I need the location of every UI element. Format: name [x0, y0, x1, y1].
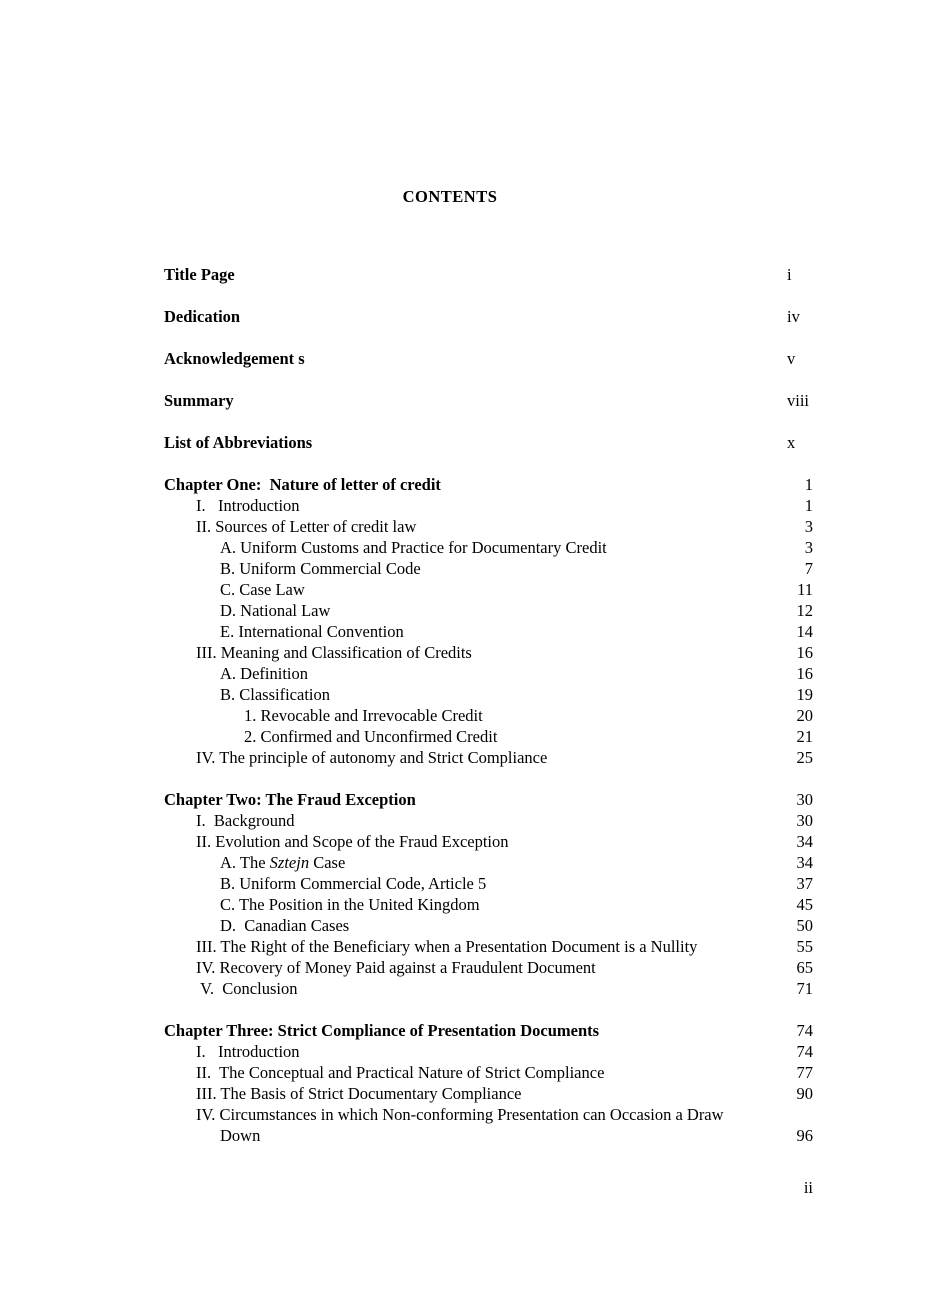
page-number: iv: [787, 307, 800, 326]
toc-entry-text: [164, 894, 769, 915]
toc-entry-text: [164, 600, 769, 621]
page-number: 30: [796, 790, 813, 809]
page-number: 96: [796, 1126, 813, 1145]
page-number: 71: [796, 979, 813, 998]
chapter-heading: [164, 789, 813, 810]
toc-entry-text: [164, 831, 769, 852]
page-number: viii: [787, 391, 810, 410]
toc-entry: [164, 537, 813, 558]
toc-entry: [164, 579, 813, 600]
toc-entry: [164, 894, 813, 915]
toc-entry: [164, 873, 813, 894]
chapter-heading-text-part: Chapter Three: Strict Compliance of Presentation Documents: [164, 1021, 600, 1040]
toc-entry-text-part: B. Classification: [220, 685, 330, 704]
front-matter-entry-text: [164, 306, 769, 327]
toc-entry: [164, 663, 813, 684]
toc-entry-text-part: C. Case Law: [220, 580, 305, 599]
toc-entry-text-part: Sztejn: [269, 853, 310, 872]
table-of-contents: [164, 264, 813, 1146]
page-number: 50: [796, 916, 813, 935]
toc-entry-text-part: I. Introduction: [196, 1042, 300, 1061]
page-number: 1: [804, 496, 813, 515]
toc-entry-text: [164, 705, 769, 726]
toc-entry-text-part: II. Sources of Letter of credit law: [196, 517, 417, 536]
toc-entry-text: [164, 684, 769, 705]
toc-entry: [164, 915, 813, 936]
toc-entry: [164, 936, 813, 957]
toc-entry-text-part: D. Canadian Cases: [220, 916, 350, 935]
page-number: 25: [796, 748, 813, 767]
toc-entry-text-part: B. Uniform Commercial Code, Article 5: [220, 874, 487, 893]
toc-entry-text-part: I. Background: [196, 811, 295, 830]
toc-entry-text: [164, 957, 769, 978]
toc-entry-text-part: II. Evolution and Scope of the Fraud Exception: [196, 832, 509, 851]
page-number: 37: [796, 874, 813, 893]
toc-entry: [164, 726, 813, 747]
front-matter-entry: [164, 264, 813, 285]
page-number: 65: [796, 958, 813, 977]
toc-entry: [164, 831, 813, 852]
page-number: x: [787, 433, 796, 452]
toc-entry-text-part: IV. Recovery of Money Paid against a Fraudulent Document: [196, 958, 596, 977]
page-number: 21: [796, 727, 813, 746]
front-matter-entry: [164, 432, 813, 453]
page-number: 12: [796, 601, 813, 620]
chapter-block: [164, 474, 813, 768]
toc-entry-text-part: 2. Confirmed and Unconfirmed Credit: [244, 727, 498, 746]
front-matter-entry: [164, 390, 813, 411]
chapter-heading-text-part: Chapter One: Nature of letter of credit: [164, 475, 441, 494]
toc-entry-text: [164, 663, 769, 684]
front-matter-entry-text: [164, 432, 769, 453]
front-matter-entry-text-part: Title Page: [164, 265, 235, 284]
toc-entry-text: [164, 537, 769, 558]
page-number: 74: [796, 1042, 813, 1061]
toc-entry-text: [164, 1041, 769, 1062]
toc-entry-text: [164, 726, 769, 747]
toc-entry: [164, 810, 813, 831]
page-number: 3: [804, 538, 813, 557]
chapter-heading: [164, 474, 813, 495]
footer-page-number: ii: [803, 1178, 813, 1197]
front-matter-entry-text: [164, 264, 769, 285]
chapter-heading-text: [164, 789, 769, 810]
page-number: 1: [804, 475, 813, 494]
chapter-block: [164, 1020, 813, 1146]
page-number: 20: [796, 706, 813, 725]
toc-entry-text-part: D. National Law: [220, 601, 331, 620]
toc-entry-text: [164, 1104, 769, 1146]
toc-entry-text-part: B. Uniform Commercial Code: [220, 559, 421, 578]
page-number: 74: [796, 1021, 813, 1040]
chapter-block: [164, 789, 813, 999]
front-matter-entry-text: [164, 348, 769, 369]
toc-entry: [164, 957, 813, 978]
page-number: 30: [796, 811, 813, 830]
toc-entry: [164, 558, 813, 579]
page-number: 3: [804, 517, 813, 536]
chapter-heading-text-part: Chapter Two: The Fraud Exception: [164, 790, 416, 809]
front-matter-entry-text-part: List of Abbreviations: [164, 433, 313, 452]
toc-entry: [164, 495, 813, 516]
chapter-heading: [164, 1020, 813, 1041]
page-number: 7: [804, 559, 813, 578]
toc-entry-text: [164, 852, 769, 873]
toc-entry-text: [164, 978, 769, 999]
toc-entry-text-part: IV. The principle of autonomy and Strict Compliance: [196, 748, 548, 767]
toc-entry-text: [164, 936, 769, 957]
toc-entry-text: [164, 810, 769, 831]
toc-entry: [164, 684, 813, 705]
toc-entry-text-part: I. Introduction: [196, 496, 300, 515]
toc-entry: [164, 621, 813, 642]
toc-entry-text-part: V. Conclusion: [196, 979, 298, 998]
page-number: v: [787, 349, 796, 368]
front-matter-entry: [164, 306, 813, 327]
toc-entry-text: [164, 495, 769, 516]
page-number: 14: [796, 622, 813, 641]
toc-entry: [164, 516, 813, 537]
front-matter-entry-text: [164, 390, 769, 411]
toc-entry-text-part: A. Definition: [220, 664, 308, 683]
chapter-heading-text: [164, 474, 769, 495]
toc-entry: [164, 978, 813, 999]
toc-entry-text: [164, 642, 769, 663]
toc-entry: [164, 1083, 813, 1104]
chapters: [164, 474, 813, 1146]
page-number: 77: [796, 1063, 813, 1082]
page-number: 19: [796, 685, 813, 704]
page-number: 34: [796, 832, 813, 851]
toc-entry-text-part: III. The Basis of Strict Documentary Compliance: [196, 1084, 522, 1103]
page-number: 34: [796, 853, 813, 872]
toc-entry-text-part: Case: [309, 853, 346, 872]
toc-entry-text: [164, 516, 769, 537]
front-matter-entry: [164, 348, 813, 369]
toc-entry-text-part: IV. Circumstances in which Non-conforming Presentation can Occasion a Draw: [196, 1105, 724, 1124]
page-number: 45: [796, 895, 813, 914]
toc-entry-text: [164, 579, 769, 600]
page-title: CONTENTS: [402, 187, 498, 206]
page-number: 55: [796, 937, 813, 956]
toc-entry: [164, 1104, 813, 1146]
front-matter-entry-text-part: Dedication: [164, 307, 241, 326]
toc-entry: [164, 642, 813, 663]
toc-entry-text-part: A. The: [220, 853, 270, 872]
toc-entry: [164, 747, 813, 768]
toc-entry-text-part: III. Meaning and Classification of Credits: [196, 643, 472, 662]
toc-entry-text: [164, 915, 769, 936]
chapter-heading-text: [164, 1020, 769, 1041]
toc-entry-text: [164, 1062, 769, 1083]
toc-entry-text: [164, 1083, 769, 1104]
toc-entry-text-part: III. The Right of the Beneficiary when a Presentation Document is a Nullity: [196, 937, 698, 956]
page-number: 16: [796, 664, 813, 683]
toc-entry-text: [164, 558, 769, 579]
page-number: 11: [797, 580, 813, 599]
toc-entry: [164, 600, 813, 621]
front-matter-entry-text-part: Summary: [164, 391, 234, 410]
toc-entry-text-part: C. The Position in the United Kingdom: [220, 895, 480, 914]
toc-entry-text: [164, 873, 769, 894]
toc-entry-text-part: 1. Revocable and Irrevocable Credit: [244, 706, 483, 725]
toc-entry: [164, 852, 813, 873]
front-matter-entry-text-part: Acknowledgement s: [164, 349, 305, 368]
toc-entry-text-part: II. The Conceptual and Practical Nature of Strict Compliance: [196, 1063, 605, 1082]
page-number: 16: [796, 643, 813, 662]
toc-entry-text: [164, 747, 769, 768]
page-number: i: [787, 265, 792, 284]
toc-entry: [164, 705, 813, 726]
toc-entry-text-part: A. Uniform Customs and Practice for Documentary Credit: [220, 538, 607, 557]
toc-entry-text: [164, 621, 769, 642]
toc-entry: [164, 1041, 813, 1062]
toc-entry-text-line2: Down: [220, 1126, 261, 1145]
front-matter: [164, 264, 813, 453]
toc-entry-text-part: E. International Convention: [220, 622, 404, 641]
toc-entry: [164, 1062, 813, 1083]
page-number: 90: [796, 1084, 813, 1103]
